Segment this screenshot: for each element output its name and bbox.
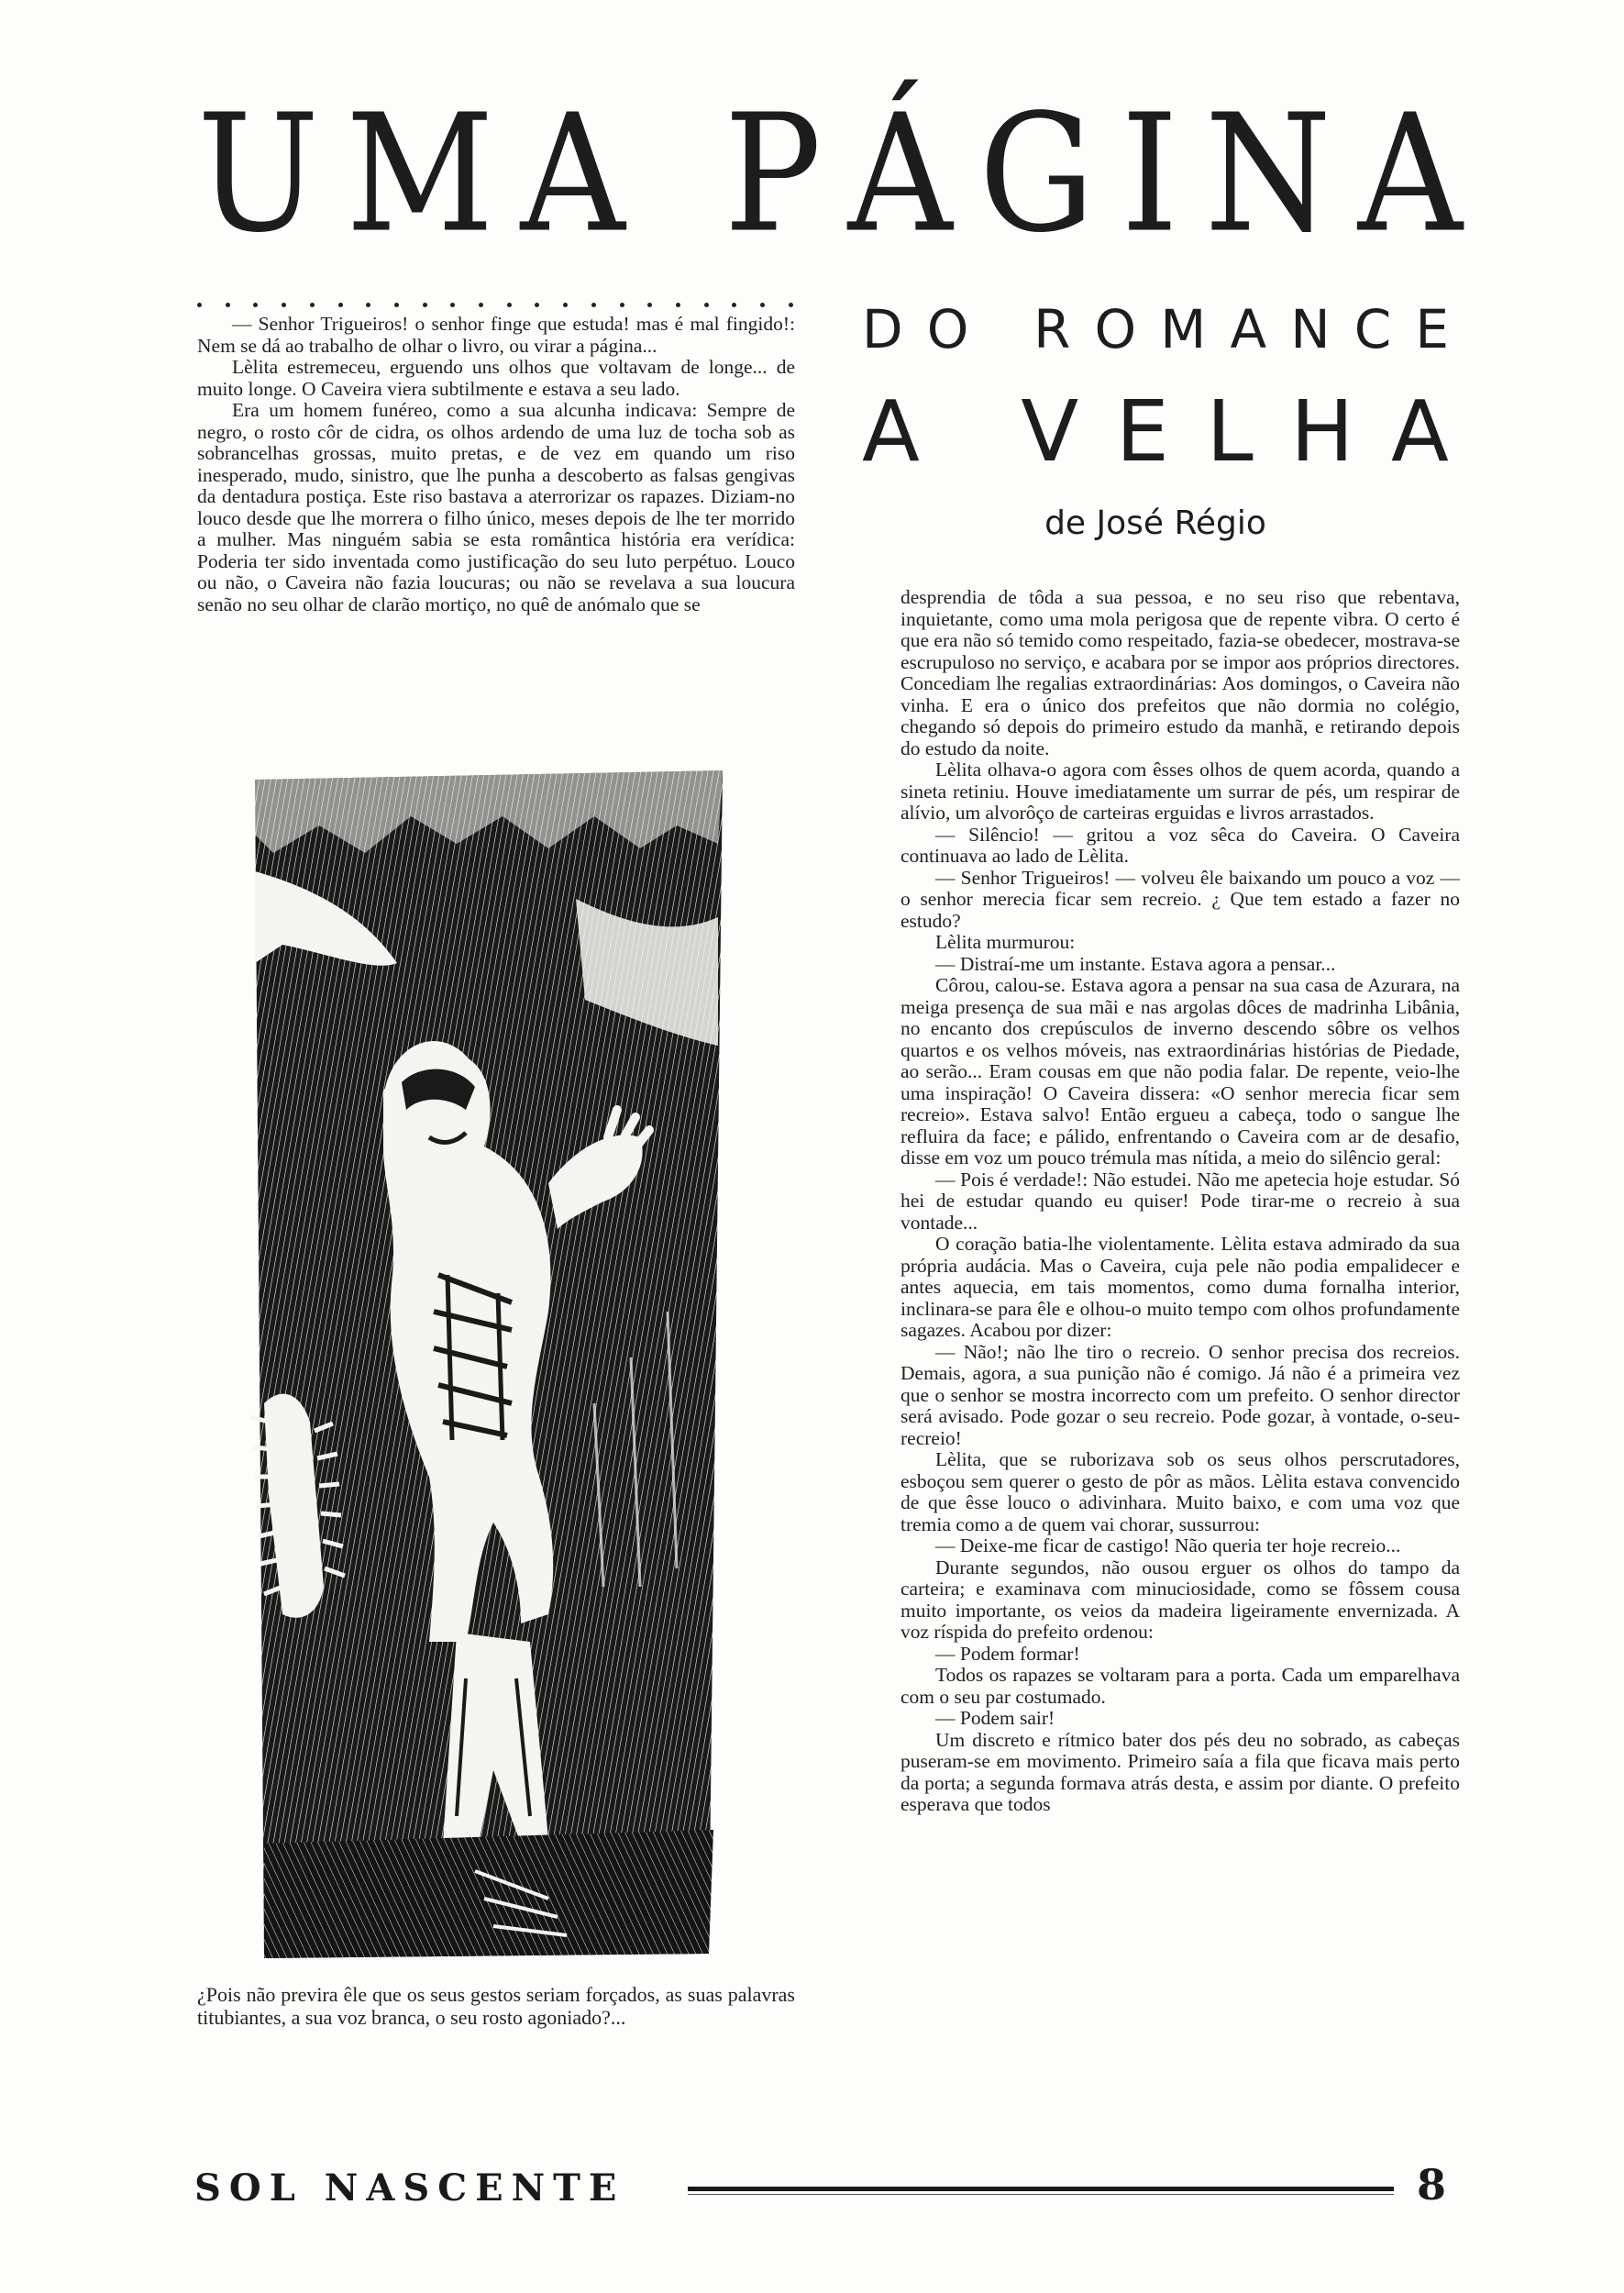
woodcut-illustration [246, 761, 732, 1963]
illustration-caption: ¿Pois não previra êle que os seus gestos seriam forçados, as suas palavras titubiantes, a sua voz branca, o seu rosto agoniado?... [197, 1983, 795, 2029]
paragraph: Lèlita olhava-o agora com êsses olhos de quem acorda, quando a sineta retiniu. Houve imediatamente um surrar de pés, um respirar de alívio, um alvorôço de carteiras erguidas e livros arrastados. [900, 759, 1460, 824]
subheading-letter: A [862, 382, 920, 481]
dotted-ornament [197, 298, 793, 311]
headline-letter: I [1121, 79, 1178, 270]
paragraph: Todos os rapazes se voltaram para a porta. Cada um emparelhava com o seu par costumado. [900, 1664, 1460, 1708]
paragraph: — Pois é verdade!: Não estudei. Não me apetecia hoje estudar. Só hei de estudar quando eu quiser! Pode tirar-me o recreio à sua vontade... [900, 1168, 1460, 1234]
subheading-letter: L [1206, 382, 1254, 481]
headline-letter: P [724, 79, 822, 270]
headline-letter: A [520, 79, 625, 270]
paragraph: — Senhor Trigueiros! o senhor finge que estuda! mas é mal fingido!: Nem se dá ao trabalho de olhar o livro, ou virar a página... [197, 313, 795, 357]
subheading-spacer [993, 303, 1010, 356]
subheading-romance [862, 298, 1449, 360]
paragraph: — Senhor Trigueiros! — volveu êle baixando um pouco a voz — o senhor merecia ficar sem recreio. ¿ Que tem estado a fazer no estudo? [900, 866, 1460, 932]
paragraph: — Podem sair! [935, 1707, 1055, 1729]
magazine-title: SOL NASCENTE [194, 2166, 625, 2210]
paragraph: Lèlita, que se ruborizava sob os seus olhos perscrutadores, esboçou sem querer o gesto de pôr as mãos. Lèlita estava convencido de que êsse louco o adivinhara. Muito baixo, e com uma voz que tremia como a de quem vai chorar, sussurrou: [900, 1448, 1460, 1535]
paragraph: Um discreto e rítmico bater dos pés deu no sobrado, as cabeças puseram-se em movimento. Primeiro saía a fila que ficava mais perto da porta; a segunda formava atrás desta, e assim por diante. O prefeito esperava que todos [900, 1728, 1460, 1815]
subheading-letter: H [1290, 382, 1354, 481]
subheading-letter: A [1230, 298, 1267, 360]
headline-letter: Á [847, 79, 953, 270]
headline-spacer [651, 94, 697, 256]
left-column-text [197, 314, 795, 615]
right-column-text [900, 587, 1460, 1816]
paragraph: Era um homem funéreo, como a sua alcunha indicava: Sempre de negro, o rosto côr de cidra, os olhos ardendo de uma luz de tocha sob as sobrancelhas grossas, muito pretas, e de vez em quando um riso inesperado, mudo, sinistro, que lhe punha a descoberto as falsas gengivas da dentadura postiça. Este riso bastava a aterrorizar os rapazes. Diziam-no louco desde que lhe morrera o filho único, meses depois de lhe ter morrido a mulher. Mas ninguém sabia se esta romântica história era verídica: Poderia ter sido inventada como justificação do seu luto perpétuo. Louco ou não, o Caveira não fazia loucuras; ou não se revelava a sua loucura senão no seu olhar de clarão mortiço, no quê de anómalo que se [197, 399, 795, 615]
footer-rule-thin [688, 2194, 1394, 2195]
subheading-letter: O [1094, 298, 1137, 360]
footer-rule [688, 2187, 1394, 2191]
subheading-letter: E [1415, 298, 1449, 360]
subheading-letter: N [1290, 298, 1331, 360]
subheading-letter: M [1160, 298, 1207, 360]
subheading-letter: O [926, 298, 969, 360]
headline-letter: A [1357, 79, 1463, 270]
headline-letter: G [978, 79, 1095, 270]
author-byline: de José Régio [1044, 504, 1266, 542]
paragraph: desprendia de tôda a sua pessoa, e no seu riso que rebentava, inquietante, como uma mola perigosa que de repente vibra. O certo é que era não só temido como respeitado, fazia-se obedecer, mostrava-se escrupuloso no serviço, e acabara por se impor aos próprios directores. Concediam lhe regalias extraordinárias: Aos domingos, o Caveira não vinha. E era o único dos prefeitos que não dormia no colégio, chegando só depois do primeiro estudo da manhã, e retirando depois do estudo da noite. [900, 586, 1460, 759]
paragraph: Lèlita estremeceu, erguendo uns olhos que voltavam de longe... de muito longe. O Caveira viera subtilmente e estava a seu lado. [197, 356, 795, 400]
paragraph: Durante segundos, não ousou erguer os olhos do tampo da carteira; e examinava com minuciosidade, como se fôssem cousa muito importante, os veios da madeira ligeiramente envernizada. A voz ríspida do prefeito ordenou: [900, 1556, 1460, 1643]
subheading-letter: E [1115, 382, 1169, 481]
subheading-letter: V [1021, 382, 1079, 481]
paragraph: — Não!; não lhe tiro o recreio. O senhor precisa dos recreios. Demais, agora, a sua punição não é comigo. Já não é a primeira vez que o senhor se mostra incorrecto com um prefeito. O senhor director será avisado. Pode gozar o seu recreio. Pode gozar, à vontade, o-seu-recreio! [900, 1340, 1460, 1449]
paragraph: — Deixe-me ficar de castigo! Não queria ter hoje recreio... [935, 1534, 1401, 1556]
paragraph: — Distraí-me um instante. Estava agora a pensar... [935, 952, 1336, 975]
paragraph: O coração batia-lhe violentamente. Lèlita estava admirado da sua própria audácia. Mas o Caveira, cuja pele não podia empalidecer e antes aquecia, em tais momentos, como duma fornalha interior, inclinara-se para êle e olhou-o muito tempo com olhos profundamente sagazes. Acabou por dizer: [900, 1233, 1460, 1341]
paragraph: — Silêncio! — gritou a voz sêca do Caveira. O Caveira continuava ao lado de Lèlita. [900, 823, 1460, 867]
subheading-spacer [956, 390, 983, 474]
subheading-letter: D [862, 298, 903, 360]
paragraph: Lèlita murmurou: [935, 931, 1076, 953]
subheading-letter: A [1391, 382, 1449, 481]
page-number: 8 [1417, 2160, 1447, 2210]
paragraph: — Podem formar! [935, 1642, 1080, 1665]
subheading-letter: C [1353, 298, 1392, 360]
subheading-letter: R [1033, 298, 1071, 360]
page-headline [197, 79, 1463, 270]
headline-letter: N [1204, 79, 1331, 270]
headline-letter: M [345, 79, 494, 270]
woodcut-head [383, 1041, 484, 1169]
headline-letter: U [197, 79, 320, 270]
subheading-velha [862, 382, 1449, 481]
paragraph: Côrou, calou-se. Estava agora a pensar na sua casa de Azurara, na meiga presença de sua mãi e nas argolas dôces de madrinha Libânia, no encanto dos crepúsculos de inverno descendo sôbre os velhos quartos e os velhos móveis, nas extraordinárias histórias de Piedade, ao serão... Eram cousas em que não podia falar. De repente, veio-lhe uma inspiração! O Caveira dissera: «O senhor merecia ficar sem recreio». Estava salvo! Então ergueu a cabeça, todo o sangue lhe refluira da face; e pálido, enfrentando o Caveira com ar de desafio, disse em voz um pouco trémula mas nítida, a meio do silêncio geral: [900, 974, 1460, 1169]
